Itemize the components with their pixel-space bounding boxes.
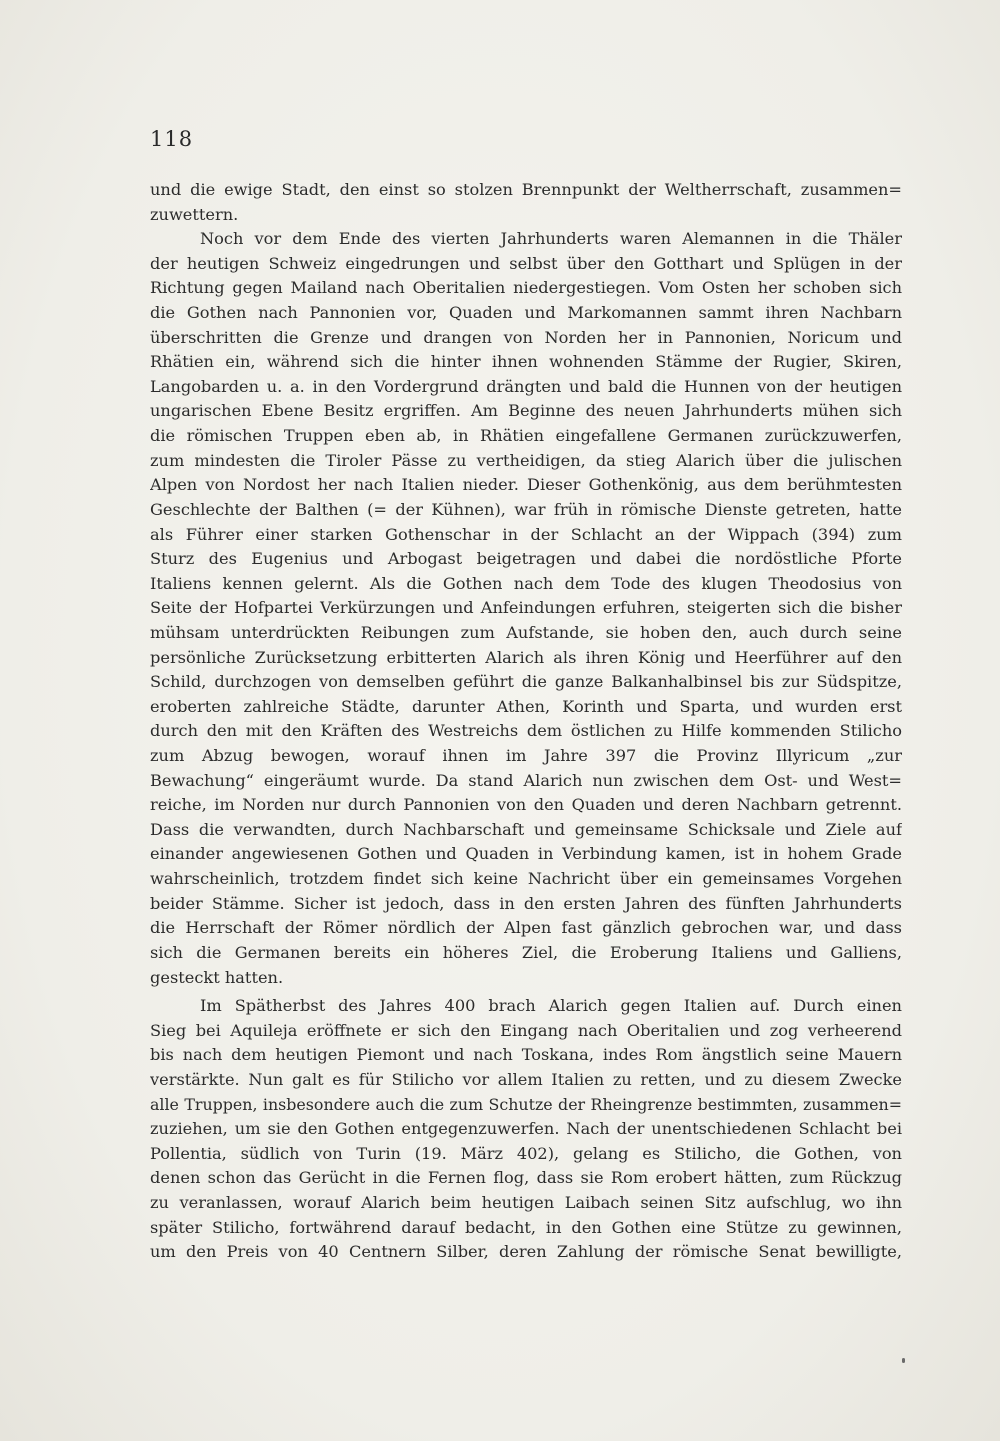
text-line: Sturz des Eugenius und Arbogast beigetragen und dabei die nordöstliche Pforte xyxy=(150,549,902,569)
text-line: um den Preis von 40 Centnern Silber, deren Zahlung der römische Senat bewilligte, xyxy=(150,1242,902,1262)
page-number: 118 xyxy=(150,127,194,151)
text-line: Rhätien ein, während sich die hinter ihnen wohnenden Stämme der Rugier, Skiren, xyxy=(150,352,902,372)
text-line: eroberten zahlreiche Städte, darunter Athen, Korinth und Sparta, und wurden erst xyxy=(150,696,902,716)
text-line: durch den mit den Kräften des Westreichs dem östlichen zu Hilfe kommenden Stilicho xyxy=(150,721,902,741)
text-line: zuwettern. xyxy=(150,204,239,224)
text-line: zuziehen, um sie den Gothen entgegenzuwerfen. Nach der unentschiedenen Schlacht bei xyxy=(150,1119,902,1139)
text-line: und die ewige Stadt, den einst so stolzen Brennpunkt der Weltherrschaft, zusammen= xyxy=(150,180,902,199)
paragraph-3 xyxy=(150,994,902,1265)
text-line: sich die Germanen bereits ein höheres Ziel, die Eroberung Italiens und Galliens, xyxy=(150,942,902,962)
text-line: Italiens kennen gelernt. Als die Gothen nach dem Tode des klugen Theodosius von xyxy=(150,573,902,593)
text-line: Schild, durchzogen von demselben geführt die ganze Balkanhalbinsel bis zur Südspitze, xyxy=(150,672,902,692)
text-line: Langobarden u. a. in den Vordergrund drängten und bald die Hunnen von der heutigen xyxy=(150,376,902,396)
text-line: ungarischen Ebene Besitz ergriffen. Am Beginne des neuen Jahrhunderts mühen sich xyxy=(150,401,902,421)
text-line: gesteckt hatten. xyxy=(150,967,284,987)
text-line: Seite der Hofpartei Verkürzungen und Anfeindungen erfuhren, steigerten sich die bisher xyxy=(150,598,902,618)
text-line: verstärkte. Nun galt es für Stilicho vor allem Italien zu retten, und zu diesem Zwecke xyxy=(150,1069,902,1089)
text-line: beider Stämme. Sicher ist jedoch, dass in den ersten Jahren des fünften Jahrhunderts xyxy=(150,893,902,913)
text-line: mühsam unterdrückten Reibungen zum Aufstande, sie hoben den, auch durch seine xyxy=(150,622,902,642)
text-line: Richtung gegen Mailand nach Oberitalien niedergestiegen. Vom Osten her schoben sich xyxy=(150,278,902,298)
body-text xyxy=(150,178,902,1265)
text-line: Geschlechte der Balthen (= der Kühnen), war früh in römische Dienste getreten, hatte xyxy=(150,499,902,519)
text-line: persönliche Zurücksetzung erbitterten Alarich als ihren König und Heerführer auf den xyxy=(150,647,902,667)
text-line: die Gothen nach Pannonien vor, Quaden und Markomannen sammt ihren Nachbarn xyxy=(150,303,902,323)
text-line: Pollentia, südlich von Turin (19. März 402), gelang es Stilicho, die Gothen, von xyxy=(150,1143,902,1163)
text-line: die Herrschaft der Römer nördlich der Alpen fast gänzlich gebrochen war, und dass xyxy=(150,918,902,938)
text-line: Alpen von Nordost her nach Italien nieder. Dieser Gothenkönig, aus dem berühmtesten xyxy=(150,475,902,495)
text-line: zu veranlassen, worauf Alarich beim heutigen Laibach seinen Sitz aufschlug, wo ihn xyxy=(150,1192,902,1212)
text-line: Dass die verwandten, durch Nachbarschaft und gemeinsame Schicksale und Ziele auf xyxy=(150,819,902,839)
text-line: die römischen Truppen eben ab, in Rhätien eingefallene Germanen zurückzuwerfen, xyxy=(150,426,902,446)
text-line: später Stilicho, fortwährend darauf bedacht, in den Gothen eine Stütze zu gewinnen, xyxy=(150,1217,902,1237)
text-line: bis nach dem heutigen Piemont und nach Toskana, indes Rom ängstlich seine Mauern xyxy=(150,1045,902,1065)
text-line: Im Spätherbst des Jahres 400 brach Alarich gegen Italien auf. Durch einen xyxy=(200,996,902,1016)
text-line: zum mindesten die Tiroler Pässe zu vertheidigen, da stieg Alarich über die julischen xyxy=(150,450,902,470)
paragraph-2 xyxy=(150,227,902,990)
text-line: alle Truppen, insbesondere auch die zum Schutze der Rheingrenze bestimmten, zusammen= xyxy=(150,1094,902,1114)
text-line: Sieg bei Aquileja eröffnete er sich den Eingang nach Oberitalien und zog verheerend xyxy=(150,1020,902,1040)
paper-speck xyxy=(902,1358,905,1363)
paragraph-1 xyxy=(150,178,902,227)
text-line: denen schon das Gerücht in die Fernen flog, dass sie Rom erobert hätten, zum Rückzug xyxy=(150,1168,902,1188)
text-line: wahrscheinlich, trotzdem findet sich keine Nachricht über ein gemeinsames Vorgehen xyxy=(150,869,902,889)
text-line: zum Abzug bewogen, worauf ihnen im Jahre 397 die Provinz Illyricum „zur xyxy=(150,746,902,766)
text-line: als Führer einer starken Gothenschar in der Schlacht an der Wippach (394) zum xyxy=(150,524,902,544)
text-line: einander angewiesenen Gothen und Quaden in Verbindung kamen, ist in hohem Grade xyxy=(150,844,902,864)
text-line: überschritten die Grenze und drangen von Norden her in Pannonien, Noricum und xyxy=(150,327,902,347)
text-line: der heutigen Schweiz eingedrungen und selbst über den Gotthart und Splügen in der xyxy=(150,253,902,273)
text-line: reiche, im Norden nur durch Pannonien von den Quaden und deren Nachbarn getrennt. xyxy=(150,795,902,815)
text-line: Bewachung“ eingeräumt wurde. Da stand Alarich nun zwischen dem Ost- und West= xyxy=(150,770,902,790)
text-line: Noch vor dem Ende des vierten Jahrhunderts waren Alemannen in die Thäler xyxy=(200,229,902,249)
